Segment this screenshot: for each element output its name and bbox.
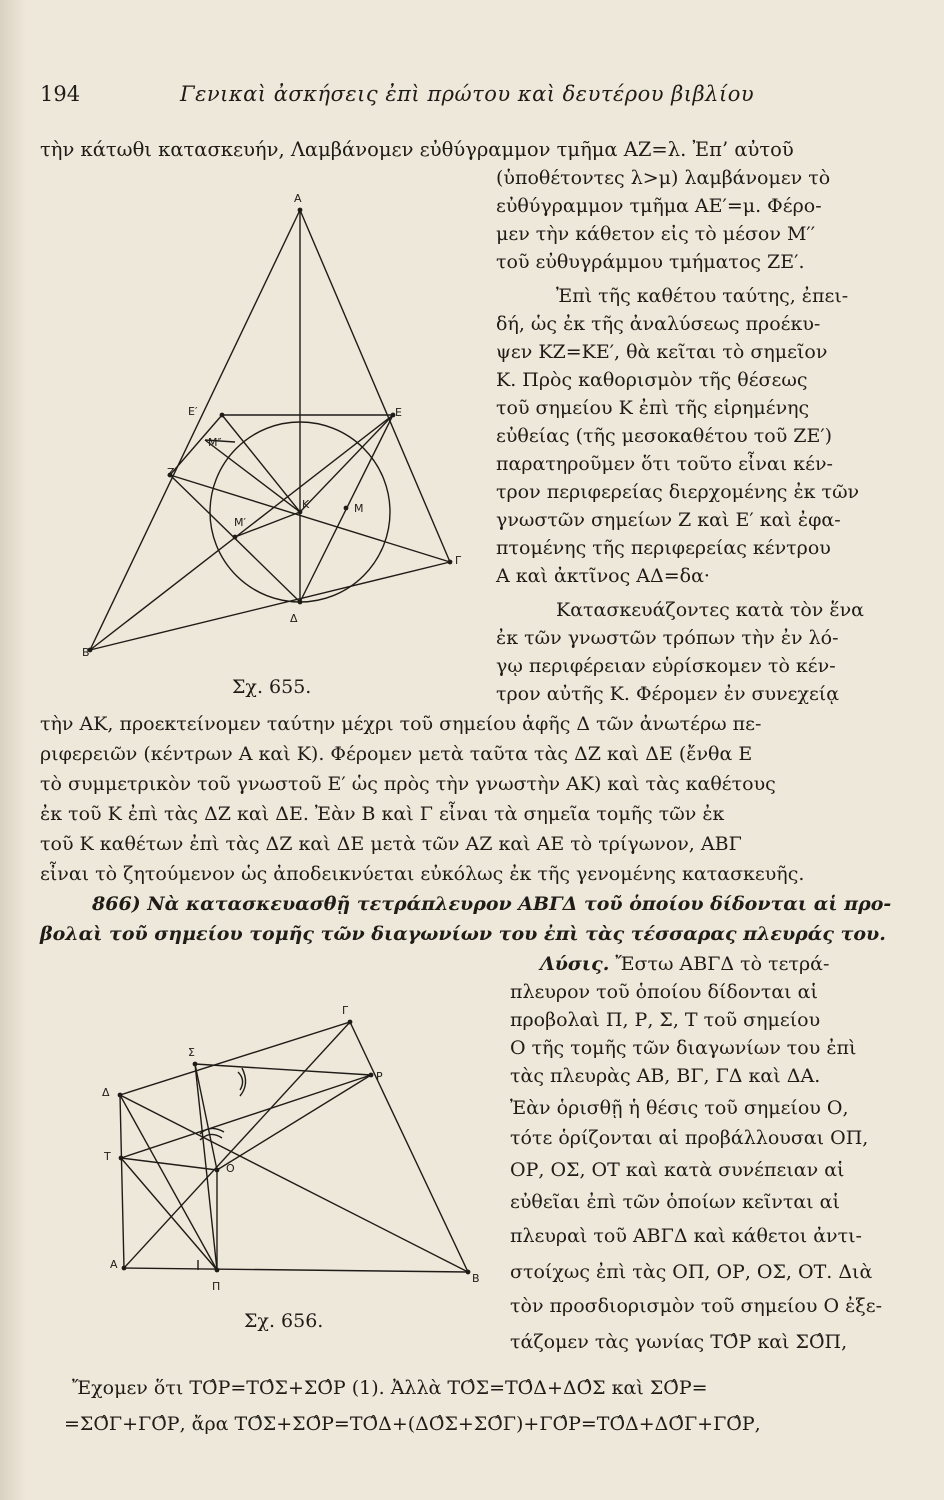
line-TP	[121, 1075, 371, 1158]
text-line: στοίχως ἐπὶ τὰς ΟΠ, ΟΡ, ΟΣ, ΟΤ. Διὰ	[510, 1261, 873, 1283]
figure-656-caption: Σχ. 656.	[244, 1310, 324, 1332]
point-O	[215, 1168, 220, 1173]
text-line: ΟΡ, ΟΣ, ΟΤ καὶ κατὰ συνέπειαν αἱ	[510, 1159, 845, 1181]
text-line: τρον αὐτῆς Κ. Φέρομεν ἐν συνεχείᾳ	[496, 683, 840, 705]
text-line: τοῦ σημείου Κ ἐπὶ τῆς εἰρημένης	[496, 397, 810, 419]
point-D	[118, 1093, 123, 1098]
point-M	[344, 506, 349, 511]
label-M1: M′	[234, 516, 246, 529]
text-line: εὐθύγραμμον τμῆμα ΑΕ′=μ. Φέρο-	[496, 195, 822, 217]
text-line: ψεν ΚΖ=ΚΕ′, θὰ κεῖται τὸ σημεῖον	[496, 341, 828, 363]
line-E1K	[222, 415, 300, 512]
label-G: Γ	[342, 1004, 349, 1017]
label-B: B	[472, 1272, 480, 1285]
line-BE	[90, 415, 393, 650]
label-D: Δ	[290, 612, 298, 625]
text-line: τότε ὁρίζονται αἱ προβάλλουσαι ΟΠ,	[510, 1127, 869, 1149]
text-line: Ἔστω ΑΒΓΔ τὸ τετρά-	[615, 953, 830, 975]
formula-line: Ἔχομεν ὅτι ΤΟ̂Ρ=ΤΟ̂Σ+ΣΟ̂Ρ (1). Ἀλλὰ ΤΟ̂Σ=ΤΟ̂Δ+ΔΟ̂Σ καὶ ΣΟ̂Ρ=	[72, 1377, 708, 1399]
text-line: τάζομεν τὰς γωνίας ΤΟ̂Ρ καὶ ΣΟ̂Π,	[510, 1331, 848, 1353]
text-line: πλευρον τοῦ ὁποίου δίδονται αἱ	[510, 981, 818, 1003]
text-line: εὐθείας (τῆς μεσοκαθέτου τοῦ ΖΕ′)	[496, 425, 833, 447]
text-line: μεν τὴν κάθετον εἰς τὸ μέσον Μ′′	[496, 223, 816, 245]
label-P: P	[376, 1070, 383, 1083]
label-B: B	[82, 646, 90, 659]
label-M: M	[354, 502, 364, 515]
label-Pi: Π	[212, 1280, 221, 1293]
point-B	[466, 1270, 471, 1275]
text-line: ριφερειῶν (κέντρων Α καὶ Κ). Φέρομεν μετὰ ταῦτα τὰς ΔΖ καὶ ΔΕ (ἔνθα Ε	[40, 743, 753, 765]
figure-655	[70, 190, 500, 670]
text-line: ἐκ τοῦ Κ ἐπὶ τὰς ΔΖ καὶ ΔΕ. Ἐὰν Β καὶ Γ εἶναι τὰ σημεῖα τομῆς τῶν ἐκ	[40, 803, 725, 825]
text-line: δή, ὡς ἐκ τῆς ἀναλύσεως προέκυ-	[496, 313, 821, 335]
point-D	[298, 600, 303, 605]
page-spine-shadow	[0, 0, 26, 1500]
label-A: A	[294, 192, 302, 205]
text-line: πλευραὶ τοῦ ΑΒΓΔ καὶ κάθετοι ἀντι-	[510, 1225, 862, 1247]
line-OT	[121, 1158, 217, 1170]
text-line: τὸν προσδιορισμὸν τοῦ σημείου Ο ἐξε-	[510, 1295, 883, 1317]
point-E1	[220, 413, 225, 418]
formula-line: =ΣΟ̂Γ+ΓΟ̂Ρ, ἄρα ΤΟ̂Σ+ΣΟ̂Ρ=ΤΟ̂Δ+(ΔΟ̂Σ+ΣΟ̂Γ)+ΓΟ̂Ρ=ΤΟ̂Δ+ΔΟ̂Γ+ΓΟ̂Ρ,	[64, 1413, 761, 1435]
line-SP	[195, 1064, 371, 1075]
text-line: πτομένης τῆς περιφερείας κέντρου	[496, 537, 831, 559]
point-S	[193, 1062, 198, 1067]
line-EK	[300, 415, 393, 512]
diagonal-DB	[120, 1095, 468, 1272]
point-A	[122, 1266, 127, 1271]
side-AB	[90, 210, 300, 650]
problem-statement-line: βολαὶ τοῦ σημείου τομῆς τῶν διαγωνίων του ἐπὶ τὰς τέσσαρας πλευράς του.	[40, 923, 886, 945]
text-line: παρατηροῦμεν ὅτι τοῦτο εἶναι κέν-	[496, 453, 833, 475]
side-AG	[300, 210, 450, 562]
figure-655-caption: Σχ. 655.	[232, 676, 312, 698]
label-E1: E′	[188, 405, 198, 418]
text-line: Ἐπὶ τῆς καθέτου ταύτης, ἐπει-	[556, 285, 849, 307]
diagonal-AG	[124, 1022, 350, 1268]
text-line: γῳ περιφέρειαν εὑρίσκομεν τὸ κέν-	[496, 655, 836, 677]
text-line: Ο τῆς τομῆς τῶν διαγωνίων του ἐπὶ	[510, 1037, 857, 1059]
text-line: Κατασκευάζοντες κατὰ τὸν ἕνα	[556, 599, 864, 621]
angle-mark-4	[200, 1128, 224, 1134]
solution-first-line	[540, 952, 829, 976]
line-GZ	[170, 475, 450, 562]
figure-656	[90, 1000, 510, 1300]
label-O: O	[226, 1162, 235, 1175]
point-T	[119, 1156, 124, 1161]
page-number: 194	[40, 82, 81, 106]
running-title: Γενικαὶ ἀσκήσεις ἐπὶ πρώτου καὶ δευτέρου βιβλίου	[180, 82, 755, 106]
text-line: Κ. Πρὸς καθορισμὸν τῆς θέσεως	[496, 369, 808, 391]
text-line: Α καὶ ἀκτῖνος ΑΔ=δα·	[496, 565, 710, 587]
label-D: Δ	[102, 1086, 110, 1099]
point-A	[298, 208, 303, 213]
point-Pi	[215, 1268, 220, 1273]
angle-mark-1	[238, 1072, 243, 1090]
label-Z: Z	[167, 466, 175, 479]
text-line: τὴν κάτωθι κατασκευήν, Λαμβάνομεν εὐθύγραμμον τμῆμα ΑΖ=λ. Ἐπ’ αὐτοῦ	[40, 138, 794, 161]
label-E: E	[395, 406, 402, 419]
problem-number: 866)	[92, 893, 141, 915]
text-line: προβολαὶ Π, Ρ, Σ, Τ τοῦ σημείου	[510, 1009, 821, 1031]
solution-label: Λύσις.	[540, 953, 610, 975]
text-line: ἐκ τῶν γνωστῶν τρόπων τὴν ἐν λό-	[496, 627, 839, 649]
label-K: K	[302, 498, 310, 511]
point-G	[448, 560, 453, 565]
text-line: τὴν ΑΚ, προεκτείνομεν ταύτην μέχρι τοῦ σημείου ἁφῆς Δ τῶν ἀνωτέρω πε-	[40, 713, 762, 735]
label-S: Σ	[188, 1046, 195, 1059]
point-G	[348, 1020, 353, 1025]
text-line: τρον περιφερείας διερχομένης ἐκ τῶν	[496, 481, 860, 503]
label-A: A	[110, 1258, 118, 1271]
text-line: (ὑποθέτοντες λ>μ) λαμβάνομεν τὸ	[496, 167, 831, 189]
label-M2: M″	[208, 436, 222, 449]
side-BG	[90, 562, 450, 650]
text-line: γνωστῶν σημείων Ζ καὶ Ε′ καὶ ἐφα-	[496, 509, 841, 531]
text-line: τοῦ Κ καθέτων ἐπὶ τὰς ΔΖ καὶ ΔΕ μετὰ τῶν ΑΖ καὶ ΑΕ τὸ τρίγωνον, ΑΒΓ	[40, 833, 742, 855]
text-line: εἶναι τὸ ζητούμενον ὡς ἀποδεικνύεται εὐκόλως ἐκ τῆς γενομένης κατασκευῆς.	[40, 863, 805, 885]
text-line: τὸ συμμετρικὸν τοῦ γνωστοῦ Ε′ ὡς πρὸς τὴν γνωστὴν ΑΚ) καὶ τὰς καθέτους	[40, 773, 776, 795]
quadrilateral-ABGD	[120, 1022, 468, 1272]
page-header	[40, 82, 900, 114]
label-G: Γ	[455, 554, 462, 567]
text-line: εὐθεῖαι ἐπὶ τῶν ὁποίων κεῖνται αἱ	[510, 1191, 840, 1213]
text-line: τὰς πλευρὰς ΑΒ, ΒΓ, ΓΔ καὶ ΔΑ.	[510, 1065, 821, 1087]
point-P	[369, 1073, 374, 1078]
text-line: Ἐὰν ὁρισθῇ ἡ θέσις τοῦ σημείου Ο,	[510, 1097, 849, 1119]
problem-title-line	[92, 892, 891, 916]
line-OS	[195, 1064, 217, 1170]
point-M1	[233, 535, 238, 540]
line-TPi	[121, 1158, 217, 1270]
label-T: T	[104, 1150, 111, 1163]
problem-statement: Νὰ κατασκευασθῇ τετράπλευρον ΑΒΓΔ τοῦ ὁποίου δίδονται αἱ προ-	[147, 893, 892, 915]
text-line: τοῦ εὐθυγράμμου τμήματος ΖΕ′.	[496, 251, 805, 273]
